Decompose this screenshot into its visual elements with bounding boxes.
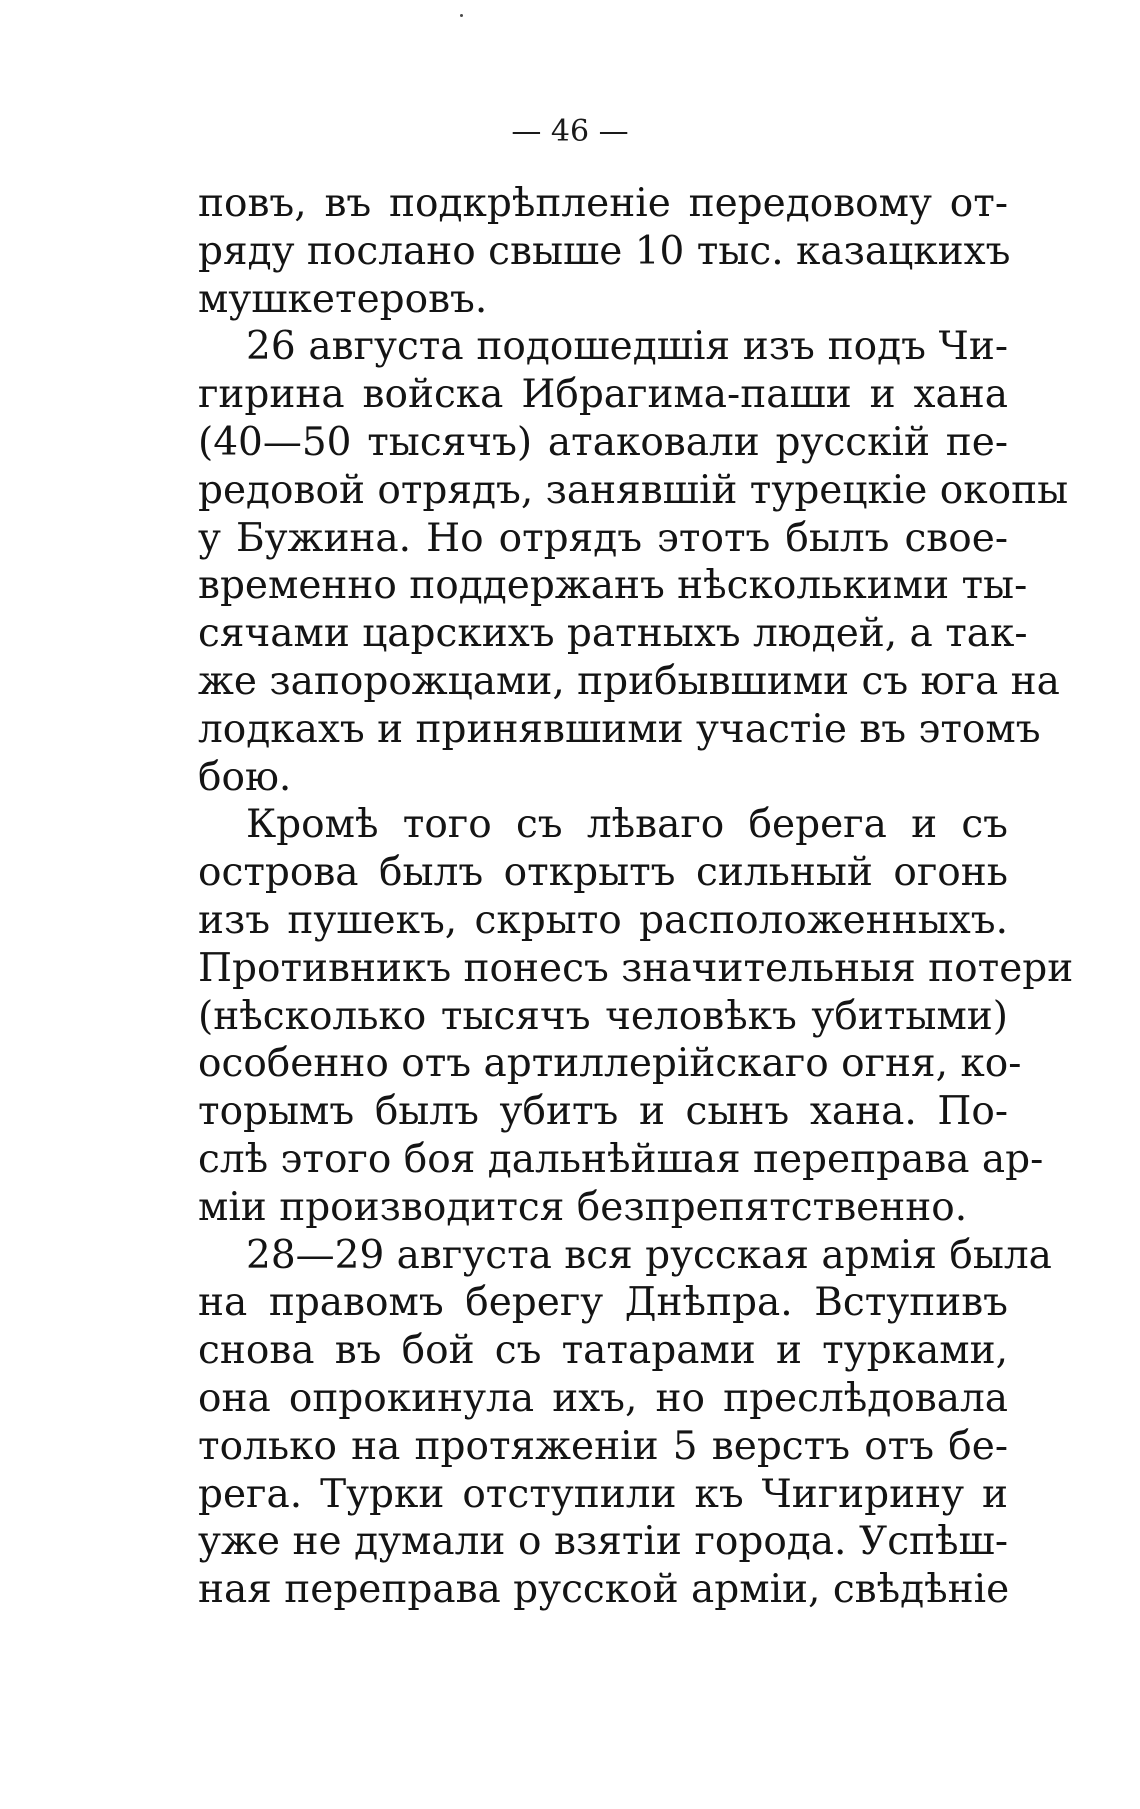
- page-number: — 46 —: [511, 114, 629, 149]
- text-line: же запорожцами, прибывшими съ юга на: [198, 658, 1060, 704]
- text-line: 28—29 августа вся русская армія была: [246, 1232, 1052, 1278]
- paragraph-4: [198, 1232, 1052, 1614]
- text-line: острова былъ открытъ сильный огонь: [198, 850, 1008, 896]
- text-line: особенно отъ артиллерійскаго огня, ко-: [198, 1041, 1022, 1087]
- body-text: [198, 180, 1074, 1614]
- text-line: ряду послано свыше 10 тыс. казацкихъ: [198, 228, 1011, 274]
- text-line: изъ пушекъ, скрыто расположенныхъ.: [198, 897, 1008, 943]
- text-line: 26 августа подошедшія изъ подъ Чи-: [246, 324, 1008, 370]
- text-line: редовой отрядъ, занявшій турецкіе окопы: [198, 467, 1069, 513]
- text-line: она опрокинула ихъ, но преслѣдовала: [198, 1375, 1008, 1421]
- text-line: только на протяженіи 5 верстъ отъ бе-: [198, 1423, 1008, 1469]
- paragraph-3: [198, 801, 1074, 1231]
- text-line: на правомъ берегу Днѣпра. Вступивъ: [198, 1280, 1008, 1326]
- text-line: рега. Турки отступили къ Чигирину и: [198, 1471, 1008, 1517]
- print-speck: [460, 14, 463, 17]
- text-line: снова въ бой съ татарами и турками,: [198, 1328, 1008, 1374]
- text-line: Кромѣ того съ лѣваго берега и съ: [246, 802, 1008, 848]
- paragraph-2: [198, 323, 1069, 801]
- text-line: міи производится безпрепятственно.: [198, 1184, 968, 1230]
- text-line: сячами царскихъ ратныхъ людей, а так-: [198, 611, 1028, 657]
- text-line: мушкетеровъ.: [198, 276, 488, 322]
- text-line: бою.: [198, 754, 292, 800]
- text-line: временно поддержанъ нѣсколькими ты-: [198, 563, 1028, 609]
- text-line: Противникъ понесъ значительныя потери: [198, 945, 1074, 991]
- text-line: (40—50 тысячъ) атаковали русскій пе-: [198, 419, 1008, 465]
- text-line: (нѣсколько тысячъ человѣкъ убитыми): [198, 993, 1008, 1039]
- text-line: уже не думали о взятіи города. Успѣш-: [198, 1519, 1008, 1565]
- text-line: лодкахъ и принявшими участіе въ этомъ: [198, 706, 1041, 752]
- text-line: повъ, въ подкрѣпленіе передовому от-: [198, 181, 1008, 226]
- text-line: у Бужина. Но отрядъ этотъ былъ свое-: [198, 515, 1008, 561]
- text-line: торымъ былъ убитъ и сынъ хана. По-: [198, 1089, 1008, 1135]
- text-line: ная переправа русской арміи, свѣдѣніе: [198, 1567, 1010, 1613]
- paragraph-1: [198, 180, 1011, 323]
- text-line: слѣ этого боя дальнѣйшая переправа ар-: [198, 1136, 1044, 1182]
- text-line: гирина войска Ибрагима-паши и хана: [198, 372, 1008, 418]
